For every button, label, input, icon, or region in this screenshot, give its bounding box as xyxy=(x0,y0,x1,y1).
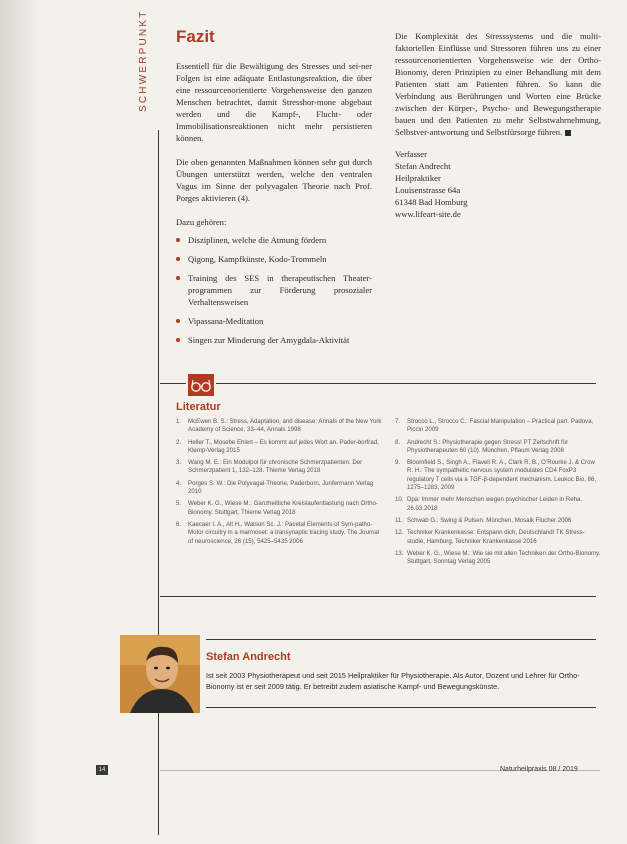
reference-item: 5. Weber K. G., Wiese M.: Ganzheitliche Kreislaufentlastung nach Ortho-Bionomy. Stuttgart, Thieme Verlag 2018 xyxy=(176,500,378,516)
end-mark-icon xyxy=(565,130,571,136)
literature-title: Literatur xyxy=(176,401,221,413)
reference-item: 13. Weber K. G., Wiese M.: Wie sie mit allen Techniken der Ortho-Bionomy. Stuttgart, Sonntag Verlag 2005 xyxy=(395,549,601,566)
author-box-bottom-rule xyxy=(206,707,596,708)
reference-list-left xyxy=(176,418,382,550)
reference-item: 11. Schwab G.: Swing & Pulsen. München, Mosaik Flucher 2006 xyxy=(395,516,572,524)
reference-item: 2. Heller T., Mosebe Ehlert – Es kommt auf jedes Wort an. Pader-borfrad, Klemp-Verlag 2015 xyxy=(176,438,379,454)
contact-name: Stefan Andrecht xyxy=(395,161,451,171)
paragraph-text: Die Komplexität des Stresssystems und die multi-faktoriellen Einflüsse und Stressoren führen uns zu einer ressourcenorientierten Vorgehensweise wie der Ortho-Bionomy, deren Prinzipien zu einer Behandlung mit dem Patienten statt am Patienten führen. So kann die Verbindung aus Berührungen und Worten eine Brücke zwischen der Körper-, Psycho- und Bewegungstherapie bauen und den Patienten zu mehr Selbstwahrnehmung, Selbstver-antwortung und Selbstfürsorge führen. xyxy=(395,31,601,137)
section-heading: Fazit xyxy=(176,27,215,46)
contact-label: Verfasser xyxy=(395,149,427,159)
section-tag: SCHWERPUNKT xyxy=(138,9,149,112)
contact-website-link[interactable]: www.lifeart-site.de xyxy=(395,209,461,219)
list-item: Vipassana-Meditation xyxy=(176,315,372,327)
contact-role: Heilpraktiker xyxy=(395,173,441,183)
list-item: Disziplinen, welche die Atmung fördern xyxy=(176,234,372,246)
binding-shadow xyxy=(0,0,36,844)
author-name: Stefan Andrecht xyxy=(206,651,291,663)
author-photo xyxy=(120,635,200,713)
reference-item: 12. Techniker Krankenkasse: Entspann dich, Deutschland! TK Stress-studie, Hamburg, Techniker Krankenkasse 2016 xyxy=(395,529,585,545)
paragraph: Die oben genannten Maßnahmen können sehr gut durch Übungen unterstützt werden, welche den ventralen Vagus im Sinne der polyvagalen Theorie nach Prof. Porges aktivieren (4). xyxy=(176,157,372,203)
contact-city: 61348 Bad Homburg xyxy=(395,197,468,207)
reference-item: 4. Porges S. W.: Die Polyvagal-Theorie, Paderborn, Junfermann Verlag 2010 xyxy=(176,479,374,496)
reference-item: 3. Wang M. E.: Ein Modulpol für chronische Schmerzpatienten. Der Schmerzpatient 1, 132–128. Thieme Verlag 2018 xyxy=(176,459,363,475)
reference-item: 6. Kaecaer I. A., Alt H., Watson Sc. J.: Pacetal Elements of Sym-patho-Motor circuitry in a marmoset: a transynaptic tracing study. The Journal of neuroscience, 26 (15), 5425–5435 2006 xyxy=(176,520,380,545)
list-item: Qigong, Kampfkünste, Kodo-Trommeln xyxy=(176,253,372,265)
list-item: Singen zur Minderung der Amygdala-Aktivität xyxy=(176,334,372,346)
reference-item: 8. Andrecht S.: Physiotherapie gegen Stress! PT Zeitschrift für Physiotherapeuten 60 (10). München, Pflaum Verlag 2008 xyxy=(395,438,569,454)
paragraph: Essentiell für die Bewältigung des Stresses und sei-ner Folgen ist eine adäquate Entlastungsreaktion, die über eine ressourcenorientierte Vorgehensweise den ganzen Menschen betrachtet, damit Stresshor-mone abgebaut werden und die Kampf-, Flucht- oder Immobilisationsreaktionen nicht mehr persistieren können. xyxy=(176,61,372,143)
bullet-list xyxy=(176,234,372,346)
author-box-top-rule xyxy=(206,639,596,640)
literature-bottom-rule xyxy=(160,596,596,597)
right-column xyxy=(395,30,601,220)
left-column xyxy=(176,60,372,353)
reference-item: 1. McEwen B. S.: Stress, Adaptation, and disease: Annals of the New York Academy of Science, 33–44, Annals 1998 xyxy=(176,418,382,434)
contact-street: Louisenstrasse 64a xyxy=(395,185,461,195)
reference-item: 7. Strocco L., Strocco C.: Fascial Manipulation – Practical part. Padova, Piccin 2009 xyxy=(395,418,594,434)
author-contact xyxy=(395,148,601,220)
list-intro: Dazu gehören: xyxy=(176,217,227,227)
list-item: Training des SES in therapeutischen Theater-programmen zur Förderung prosozialer Verhaltensweisen xyxy=(176,272,372,308)
glasses-icon xyxy=(186,372,216,398)
author-bio: Ist seit 2003 Physiotherapeut und seit 2015 Heilpraktiker für Physiotherapie. Als Autor, Dozent und Lehrer für Ortho-Bionomy ist er seit 2009 tätig. Er betreibt zudem asiatische Kampf- und Bewegungskünste. xyxy=(206,671,580,691)
journal-name: Naturheilpraxis 08 / 2019 xyxy=(500,766,578,773)
reference-item: 10. Dpa: Immer mehr Menschen wegen psychischer Leiden in Reha. 26.03.2018 xyxy=(395,496,583,512)
vertical-rule xyxy=(158,130,159,835)
paragraph xyxy=(395,30,601,138)
page-number: 14 xyxy=(96,765,108,775)
literature-divider xyxy=(160,383,596,384)
reference-item: 9. Bloomfield S., Singh A., Flavell R. A., Clark R. B., O’Rourke J. & Crow R. H.: The sympathetic nervous system modulates CD4 FoxP3 regulatory T cells via a TGF-β-dependent mechanism. Leukoc Bio, 86, 1275–1283, 2009 xyxy=(395,459,597,492)
reference-list-right xyxy=(395,418,601,570)
